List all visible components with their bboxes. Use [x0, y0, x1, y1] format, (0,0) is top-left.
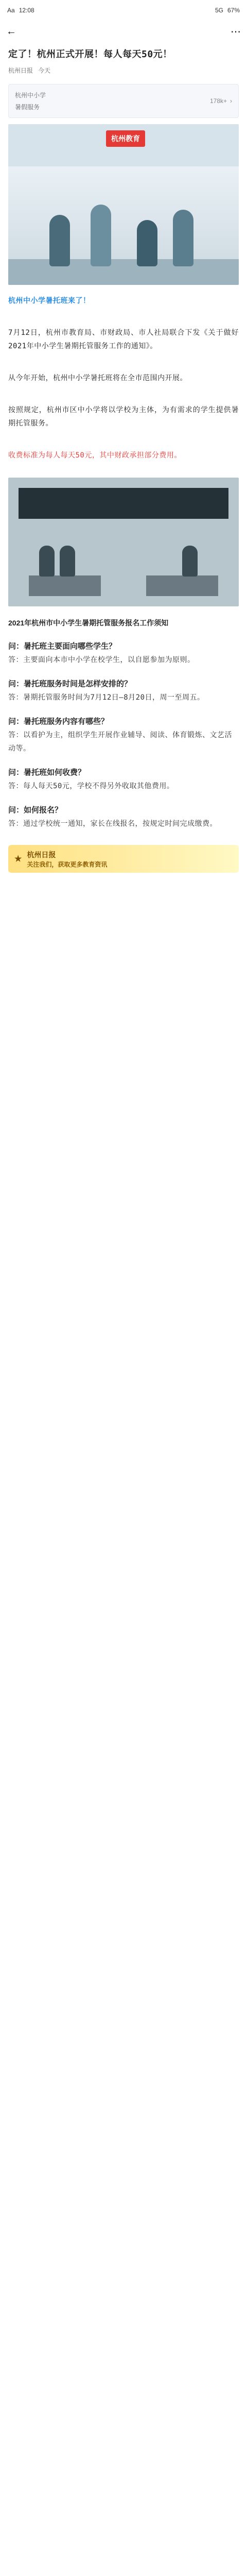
chevron-right-icon: › — [230, 97, 232, 105]
classroom-image — [8, 478, 239, 606]
promo-line-2: 暑假服务 — [15, 104, 40, 111]
answer-1: 答：主要面向本市中小学在校学生，以自愿参加为原则。 — [8, 656, 195, 664]
question-4: 问：暑托班如何收费？ — [8, 768, 86, 777]
student — [39, 546, 55, 577]
qa-list — [0, 633, 247, 835]
battery-text: 67% — [227, 7, 240, 14]
banner-child — [49, 215, 70, 266]
source-account[interactable]: 杭州日报 — [8, 67, 33, 74]
paragraph-2: 从今年开始，杭州中小学暑托班将在全市范围内开展。 — [8, 374, 187, 382]
answer-4: 答：每人每天50元，学校不得另外收取其他费用。 — [8, 782, 174, 790]
back-icon[interactable]: ← — [6, 25, 16, 37]
desk — [29, 575, 101, 596]
status-time: 12:08 — [19, 7, 34, 14]
promo-line-1: 杭州中小学 — [15, 92, 46, 99]
banner-logo: 杭州教育 — [106, 130, 145, 147]
question-3: 问：暑托班服务内容有哪些？ — [8, 717, 109, 726]
footer-subtitle: 关注我们，获取更多教育资讯 — [27, 860, 108, 868]
promo-card[interactable] — [8, 84, 239, 118]
status-font-icon: Aa — [7, 7, 15, 14]
banner-floor — [8, 259, 239, 285]
network-icon: 5G — [215, 7, 223, 14]
question-2: 问：暑托班服务时间是怎样安排的？ — [8, 680, 132, 688]
article-source — [0, 66, 247, 80]
question-1: 问：暑托班主要面向哪些学生？ — [8, 642, 117, 651]
answer-5: 答：通过学校统一通知，家长在线报名，按规定时间完成缴费。 — [8, 820, 217, 828]
article-title: 定了！杭州正式开展！每人每天50元！ — [8, 49, 172, 60]
answer-2: 答：暑期托管服务时间为7月12日—8月20日，周一至周五。 — [8, 693, 205, 702]
question-5: 问：如何报名？ — [8, 806, 63, 815]
source-time: 今天 — [38, 67, 51, 74]
paragraph-1: 7月12日，杭州市教育局、市财政局、市人社局联合下发《关于做好2021年中小学生暑期托管服务工作的通知》。 — [8, 329, 239, 350]
status-bar — [0, 0, 247, 21]
student — [182, 546, 198, 577]
student — [60, 546, 75, 577]
more-icon[interactable]: ⋯ — [231, 26, 241, 38]
promo-count: 178k+ — [209, 97, 227, 105]
intro-label: 杭州中小学暑托班来了！ — [8, 297, 91, 305]
banner-child — [137, 220, 157, 266]
top-app-bar — [0, 21, 247, 42]
paragraph-4: 收费标准为每人每天50元，其中财政承担部分费用。 — [8, 451, 182, 460]
banner-child — [173, 210, 193, 266]
banner-child — [91, 205, 111, 266]
footer-logo-icon: ★ — [14, 855, 22, 863]
desk — [146, 575, 218, 596]
blackboard — [19, 488, 228, 519]
hero-image — [8, 124, 239, 285]
footer-banner[interactable] — [8, 845, 239, 873]
section-title: 2021年杭州市中小学生暑期托管服务报名工作须知 — [8, 619, 169, 627]
footer-title: 杭州日报 — [27, 850, 56, 859]
answer-3: 答：以看护为主，组织学生开展作业辅导、阅读、体育锻炼、文艺活动等。 — [8, 731, 232, 753]
paragraph-3: 按照规定，杭州市区中小学将以学校为主体，为有需求的学生提供暑期托管服务。 — [8, 406, 239, 428]
